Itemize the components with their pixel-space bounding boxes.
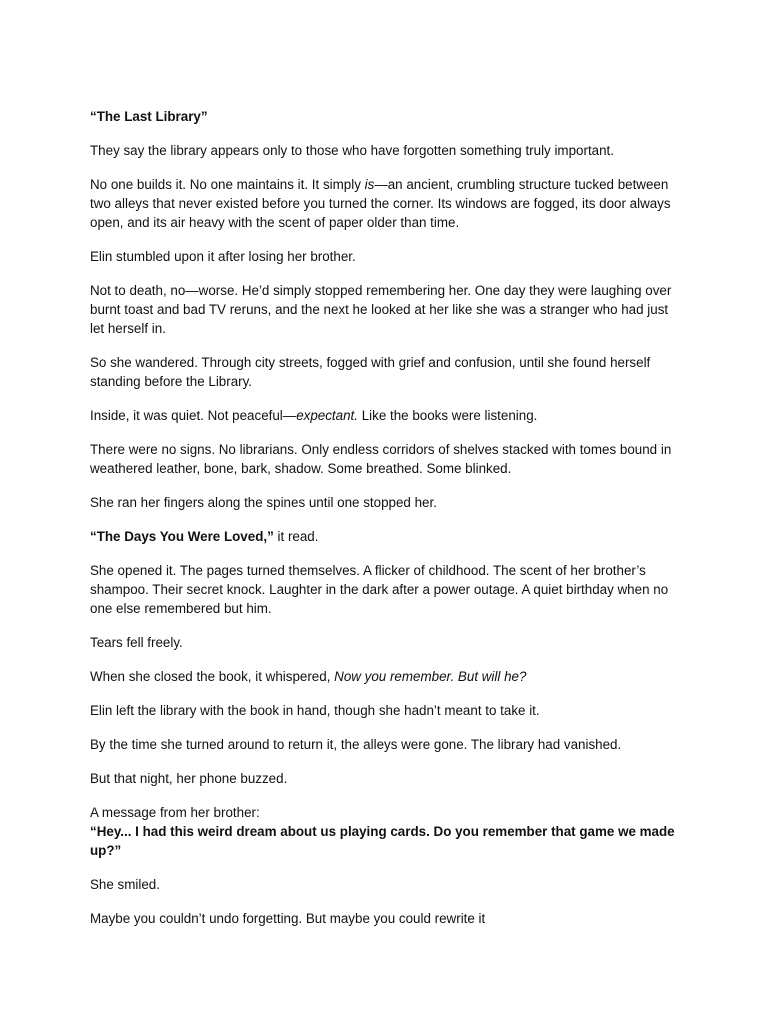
story-title: “The Last Library” — [90, 109, 208, 124]
message-label: A message from her brother: — [90, 805, 260, 820]
paragraph-10: She opened it. The pages turned themselves. A flicker of childhood. The scent of her brother’s shampoo. Their secret knock. Laughter in the dark after a power outage. A quiet birthday when no one else remembered but him. — [90, 563, 669, 616]
paragraph-15: But that night, her phone buzzed. — [90, 771, 288, 786]
paragraph-17: She smiled. — [90, 877, 160, 892]
paragraph-2-start: No one builds it. No one maintains it. It simply — [90, 177, 365, 192]
paragraph-9-end: it read. — [273, 529, 319, 544]
paragraph-4: Not to death, no—worse. He’d simply stopped remembering her. One day they were laughing over burnt toast and bad TV reruns, and the next he looked at her like she was a stranger who had just let herself in. — [90, 283, 672, 336]
paragraph-3: Elin stumbled upon it after losing her brother. — [90, 249, 356, 264]
paragraph-13: Elin left the library with the book in hand, though she hadn’t meant to take it. — [90, 703, 540, 718]
paragraph-12-start: When she closed the book, it whispered, — [90, 669, 335, 684]
book-title: “The Days You Were Loved,” — [90, 529, 274, 544]
paragraph-1: They say the library appears only to those who have forgotten something truly important. — [90, 143, 615, 158]
paragraph-9 — [90, 527, 680, 546]
paragraph-7: There were no signs. No librarians. Only endless corridors of shelves stacked with tomes bound in weathered leather, bone, bark, shadow. Some breathed. Some blinked. — [90, 442, 672, 476]
paragraph-12 — [90, 667, 680, 686]
paragraph-18: Maybe you couldn’t undo forgetting. But maybe you could rewrite it — [90, 911, 486, 926]
paragraph-12-emphasis: Now you remember. But will he? — [334, 669, 527, 684]
paragraph-6-emphasis: expectant. — [296, 408, 358, 423]
paragraph-2-emphasis: is — [364, 177, 375, 192]
paragraph-14: By the time she turned around to return it, the alleys were gone. The library had vanished. — [90, 737, 622, 752]
paragraph-6-end: Like the books were listening. — [357, 408, 538, 423]
paragraph-5: So she wandered. Through city streets, fogged with grief and confusion, until she found herself standing before the Library. — [90, 355, 651, 389]
paragraph-11: Tears fell freely. — [90, 635, 183, 650]
paragraph-2-end: —an ancient, crumbling structure tucked between two alleys that never existed before you turned the corner. Its windows are fogged, its door always open, and its air heavy with the scent of paper older than time. — [90, 177, 671, 230]
paragraph-6 — [90, 406, 680, 425]
paragraph-6-start: Inside, it was quiet. Not peaceful— — [90, 408, 297, 423]
paragraph-8: She ran her fingers along the spines until one stopped her. — [90, 495, 437, 510]
document-page — [90, 107, 680, 943]
message-quote: “Hey... I had this weird dream about us playing cards. Do you remember that game we made up?” — [90, 824, 675, 858]
paragraph-2 — [90, 175, 680, 232]
